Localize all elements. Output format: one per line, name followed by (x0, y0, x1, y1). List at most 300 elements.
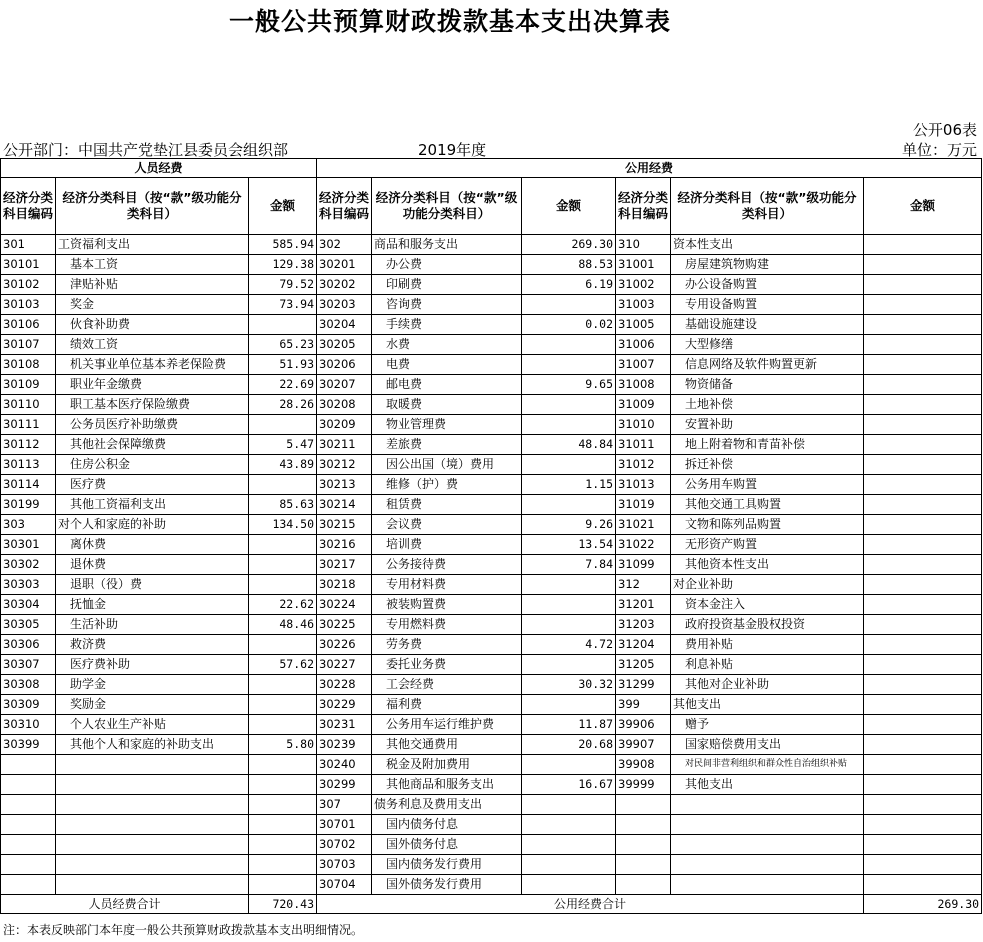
amount (522, 395, 616, 415)
economic-code: 30202 (317, 275, 372, 295)
item-name: 被装购置费 (372, 595, 522, 615)
item-name: 对民间非营利组织和群众性自治组织补贴 (671, 755, 864, 775)
amount (249, 835, 317, 855)
table-row (1, 815, 982, 835)
table-row (1, 355, 982, 375)
economic-code: 31010 (616, 415, 671, 435)
economic-code: 30305 (1, 615, 56, 635)
economic-code: 30308 (1, 675, 56, 695)
amount: 48.84 (522, 435, 616, 455)
amount (522, 335, 616, 355)
amount: 134.50 (249, 515, 317, 535)
item-name (671, 835, 864, 855)
economic-code: 31204 (616, 635, 671, 655)
item-name: 文物和陈列品购置 (671, 515, 864, 535)
amount (864, 675, 982, 695)
amount: 9.65 (522, 375, 616, 395)
economic-code: 31008 (616, 375, 671, 395)
economic-code: 30299 (317, 775, 372, 795)
table-row (1, 555, 982, 575)
economic-code (616, 835, 671, 855)
item-name: 利息补贴 (671, 655, 864, 675)
amount (864, 835, 982, 855)
item-name: 资本金注入 (671, 595, 864, 615)
amount (864, 275, 982, 295)
economic-code: 30229 (317, 695, 372, 715)
economic-code: 30227 (317, 655, 372, 675)
economic-code: 30201 (317, 255, 372, 275)
item-name: 物资储备 (671, 375, 864, 395)
column-header-row (1, 178, 982, 235)
header-amount: 金额 (249, 178, 317, 235)
economic-code: 31012 (616, 455, 671, 475)
economic-code: 30309 (1, 695, 56, 715)
totals-row (1, 895, 982, 914)
item-name: 对企业补助 (671, 575, 864, 595)
economic-code (1, 855, 56, 875)
item-name: 税金及附加费用 (372, 755, 522, 775)
economic-code: 31019 (616, 495, 671, 515)
amount: 20.68 (522, 735, 616, 755)
header-name: 经济分类科目（按“款”级功能分类科目） (671, 178, 864, 235)
economic-code: 30211 (317, 435, 372, 455)
amount (864, 335, 982, 355)
table-row (1, 575, 982, 595)
amount (522, 495, 616, 515)
amount (864, 575, 982, 595)
economic-code: 399 (616, 695, 671, 715)
amount (249, 635, 317, 655)
economic-code: 30225 (317, 615, 372, 635)
table-row (1, 655, 982, 675)
economic-code: 30302 (1, 555, 56, 575)
table-row (1, 695, 982, 715)
item-name: 办公设备购置 (671, 275, 864, 295)
header-code: 经济分类科目编码 (1, 178, 56, 235)
item-name: 会议费 (372, 515, 522, 535)
economic-code: 30217 (317, 555, 372, 575)
amount (249, 675, 317, 695)
economic-code: 30704 (317, 875, 372, 895)
item-name: 维修（护）费 (372, 475, 522, 495)
economic-code: 31299 (616, 675, 671, 695)
economic-code: 30207 (317, 375, 372, 395)
economic-code: 31022 (616, 535, 671, 555)
unit-label: 单位：万元 (901, 141, 977, 159)
amount (864, 615, 982, 635)
amount (864, 475, 982, 495)
economic-code: 30307 (1, 655, 56, 675)
table-row (1, 495, 982, 515)
item-name: 个人农业生产补贴 (56, 715, 249, 735)
amount (522, 695, 616, 715)
amount: 88.53 (522, 255, 616, 275)
item-name: 伙食补助费 (56, 315, 249, 335)
economic-code: 30310 (1, 715, 56, 735)
economic-code: 30111 (1, 415, 56, 435)
item-name (56, 755, 249, 775)
amount (864, 235, 982, 255)
item-name: 工资福利支出 (56, 235, 249, 255)
amount (864, 315, 982, 335)
item-name: 印刷费 (372, 275, 522, 295)
economic-code: 30303 (1, 575, 56, 595)
amount: 1.15 (522, 475, 616, 495)
item-name: 电费 (372, 355, 522, 375)
item-name: 水费 (372, 335, 522, 355)
amount (522, 835, 616, 855)
economic-code: 30239 (317, 735, 372, 755)
amount (864, 355, 982, 375)
table-row (1, 875, 982, 895)
economic-code: 30208 (317, 395, 372, 415)
table-row (1, 755, 982, 775)
economic-code: 30212 (317, 455, 372, 475)
amount (864, 375, 982, 395)
header-name: 经济分类科目（按“款”级功能分类科目） (56, 178, 249, 235)
amount: 129.38 (249, 255, 317, 275)
item-name: 拆迁补偿 (671, 455, 864, 475)
amount (522, 615, 616, 635)
item-name: 邮电费 (372, 375, 522, 395)
amount: 22.69 (249, 375, 317, 395)
economic-code (616, 855, 671, 875)
economic-code: 30226 (317, 635, 372, 655)
table-row (1, 675, 982, 695)
item-name: 基础设施建设 (671, 315, 864, 335)
table-row (1, 835, 982, 855)
item-name: 津贴补贴 (56, 275, 249, 295)
expenditure-table (0, 158, 982, 914)
table-row (1, 615, 982, 635)
economic-code: 30108 (1, 355, 56, 375)
economic-code: 30304 (1, 595, 56, 615)
item-name: 国家赔偿费用支出 (671, 735, 864, 755)
amount (864, 535, 982, 555)
economic-code: 30114 (1, 475, 56, 495)
item-name: 大型修缮 (671, 335, 864, 355)
table-row (1, 275, 982, 295)
amount (249, 475, 317, 495)
group-header-row (1, 159, 982, 178)
item-name: 其他个人和家庭的补助支出 (56, 735, 249, 755)
item-name: 离休费 (56, 535, 249, 555)
item-name: 助学金 (56, 675, 249, 695)
economic-code: 30203 (317, 295, 372, 315)
amount (864, 415, 982, 435)
amount (249, 315, 317, 335)
amount (864, 815, 982, 835)
item-name: 费用补贴 (671, 635, 864, 655)
item-name: 专用设备购置 (671, 295, 864, 315)
amount (249, 775, 317, 795)
economic-code (1, 755, 56, 775)
amount (864, 495, 982, 515)
item-name (56, 855, 249, 875)
item-name: 公务用车运行维护费 (372, 715, 522, 735)
group-personnel: 人员经费 (1, 159, 317, 178)
amount (522, 455, 616, 475)
table-row (1, 595, 982, 615)
economic-code: 31006 (616, 335, 671, 355)
item-name: 绩效工资 (56, 335, 249, 355)
amount (864, 515, 982, 535)
amount (522, 575, 616, 595)
economic-code: 31201 (616, 595, 671, 615)
amount (249, 815, 317, 835)
item-name: 其他支出 (671, 695, 864, 715)
table-row (1, 475, 982, 495)
table-row (1, 855, 982, 875)
amount (522, 355, 616, 375)
amount (249, 755, 317, 775)
department-label: 公开部门：中国共产党垫江县委员会组织部 (3, 141, 289, 159)
economic-code: 30702 (317, 835, 372, 855)
economic-code: 307 (317, 795, 372, 815)
amount: 585.94 (249, 235, 317, 255)
economic-code: 30215 (317, 515, 372, 535)
item-name: 其他对企业补助 (671, 675, 864, 695)
amount (522, 415, 616, 435)
item-name: 国内债务发行费用 (372, 855, 522, 875)
table-row (1, 775, 982, 795)
economic-code (1, 775, 56, 795)
table-row (1, 335, 982, 355)
item-name: 奖励金 (56, 695, 249, 715)
economic-code: 302 (317, 235, 372, 255)
item-name: 信息网络及软件购置更新 (671, 355, 864, 375)
table-row (1, 315, 982, 335)
economic-code: 30103 (1, 295, 56, 315)
amount: 16.67 (522, 775, 616, 795)
economic-code: 30703 (317, 855, 372, 875)
amount (864, 775, 982, 795)
economic-code: 31002 (616, 275, 671, 295)
item-name: 工会经费 (372, 675, 522, 695)
amount (249, 875, 317, 895)
amount (522, 875, 616, 895)
economic-code: 30209 (317, 415, 372, 435)
economic-code: 31009 (616, 395, 671, 415)
economic-code (1, 835, 56, 855)
economic-code: 31203 (616, 615, 671, 635)
amount (249, 415, 317, 435)
form-number: 公开06表 (912, 121, 977, 139)
table-row (1, 295, 982, 315)
amount: 269.30 (522, 235, 616, 255)
item-name: 无形资产购置 (671, 535, 864, 555)
economic-code: 31003 (616, 295, 671, 315)
amount (249, 535, 317, 555)
table-row (1, 415, 982, 435)
amount (864, 295, 982, 315)
economic-code: 39907 (616, 735, 671, 755)
item-name (56, 835, 249, 855)
amount (864, 395, 982, 415)
amount: 22.62 (249, 595, 317, 615)
amount (249, 555, 317, 575)
item-name: 其他商品和服务支出 (372, 775, 522, 795)
economic-code: 30107 (1, 335, 56, 355)
item-name: 手续费 (372, 315, 522, 335)
item-name (56, 795, 249, 815)
table-row (1, 235, 982, 255)
table-row (1, 515, 982, 535)
item-name: 其他支出 (671, 775, 864, 795)
amount (864, 695, 982, 715)
item-name: 培训费 (372, 535, 522, 555)
economic-code: 30113 (1, 455, 56, 475)
economic-code: 312 (616, 575, 671, 595)
economic-code: 30102 (1, 275, 56, 295)
item-name: 安置补助 (671, 415, 864, 435)
amount (864, 635, 982, 655)
item-name: 国内债务付息 (372, 815, 522, 835)
amount (249, 575, 317, 595)
economic-code: 39908 (616, 755, 671, 775)
economic-code: 31001 (616, 255, 671, 275)
header-code: 经济分类科目编码 (317, 178, 372, 235)
economic-code: 30106 (1, 315, 56, 335)
item-name: 机关事业单位基本养老保险费 (56, 355, 249, 375)
item-name: 因公出国（境）费用 (372, 455, 522, 475)
personnel-total-label: 人员经费合计 (1, 895, 249, 914)
header-amount: 金额 (522, 178, 616, 235)
item-name: 债务利息及费用支出 (372, 795, 522, 815)
economic-code: 31013 (616, 475, 671, 495)
economic-code: 30112 (1, 435, 56, 455)
item-name: 地上附着物和青苗补偿 (671, 435, 864, 455)
amount: 7.84 (522, 555, 616, 575)
item-name: 其他交通工具购置 (671, 495, 864, 515)
item-name: 公务用车购置 (671, 475, 864, 495)
economic-code: 31007 (616, 355, 671, 375)
item-name: 专用材料费 (372, 575, 522, 595)
item-name (56, 775, 249, 795)
economic-code: 30206 (317, 355, 372, 375)
economic-code: 303 (1, 515, 56, 535)
amount: 5.80 (249, 735, 317, 755)
item-name: 福利费 (372, 695, 522, 715)
item-name (671, 855, 864, 875)
item-name: 救济费 (56, 635, 249, 655)
amount: 11.87 (522, 715, 616, 735)
item-name: 国外债务付息 (372, 835, 522, 855)
economic-code: 30199 (1, 495, 56, 515)
amount: 9.26 (522, 515, 616, 535)
item-name: 其他社会保障缴费 (56, 435, 249, 455)
amount: 79.52 (249, 275, 317, 295)
amount (522, 595, 616, 615)
item-name: 医疗费 (56, 475, 249, 495)
amount (864, 455, 982, 475)
header-amount: 金额 (864, 178, 982, 235)
amount: 48.46 (249, 615, 317, 635)
amount (864, 735, 982, 755)
item-name: 物业管理费 (372, 415, 522, 435)
amount (864, 555, 982, 575)
group-public: 公用经费 (317, 159, 982, 178)
header-code: 经济分类科目编码 (616, 178, 671, 235)
table-row (1, 735, 982, 755)
footnote: 注：本表反映部门本年度一般公共预算财政拨款基本支出明细情况。 (3, 923, 364, 937)
item-name (56, 875, 249, 895)
economic-code: 30101 (1, 255, 56, 275)
amount (864, 435, 982, 455)
economic-code: 310 (616, 235, 671, 255)
amount: 51.93 (249, 355, 317, 375)
item-name: 奖金 (56, 295, 249, 315)
economic-code (616, 815, 671, 835)
item-name: 土地补偿 (671, 395, 864, 415)
amount (249, 855, 317, 875)
amount: 30.32 (522, 675, 616, 695)
economic-code: 30214 (317, 495, 372, 515)
economic-code: 301 (1, 235, 56, 255)
amount: 0.02 (522, 315, 616, 335)
table-row (1, 395, 982, 415)
economic-code: 30218 (317, 575, 372, 595)
economic-code: 30216 (317, 535, 372, 555)
table-row (1, 715, 982, 735)
amount (522, 655, 616, 675)
economic-code: 30306 (1, 635, 56, 655)
table-row (1, 795, 982, 815)
item-name: 取暖费 (372, 395, 522, 415)
economic-code: 30701 (317, 815, 372, 835)
item-name: 商品和服务支出 (372, 235, 522, 255)
economic-code: 31005 (616, 315, 671, 335)
fiscal-year: 2019年度 (418, 141, 487, 159)
item-name: 劳务费 (372, 635, 522, 655)
amount: 4.72 (522, 635, 616, 655)
amount (522, 815, 616, 835)
item-name (671, 795, 864, 815)
table-row (1, 455, 982, 475)
amount (864, 715, 982, 735)
item-name: 委托业务费 (372, 655, 522, 675)
economic-code: 30204 (317, 315, 372, 335)
item-name: 抚恤金 (56, 595, 249, 615)
economic-code: 30205 (317, 335, 372, 355)
page-title: 一般公共预算财政拨款基本支出决算表 (228, 7, 671, 36)
amount (864, 755, 982, 775)
economic-code (1, 815, 56, 835)
table-row (1, 535, 982, 555)
public-total-amount: 269.30 (864, 895, 982, 914)
economic-code (616, 795, 671, 815)
economic-code (1, 875, 56, 895)
public-total-label: 公用经费合计 (317, 895, 864, 914)
table-row (1, 635, 982, 655)
item-name: 国外债务发行费用 (372, 875, 522, 895)
item-name (671, 875, 864, 895)
amount (249, 695, 317, 715)
item-name: 资本性支出 (671, 235, 864, 255)
economic-code: 30231 (317, 715, 372, 735)
item-name: 基本工资 (56, 255, 249, 275)
item-name: 住房公积金 (56, 455, 249, 475)
economic-code: 30228 (317, 675, 372, 695)
item-name: 职工基本医疗保险缴费 (56, 395, 249, 415)
economic-code: 39999 (616, 775, 671, 795)
amount (864, 595, 982, 615)
item-name: 医疗费补助 (56, 655, 249, 675)
amount (864, 795, 982, 815)
item-name: 租赁费 (372, 495, 522, 515)
amount: 5.47 (249, 435, 317, 455)
amount (522, 755, 616, 775)
